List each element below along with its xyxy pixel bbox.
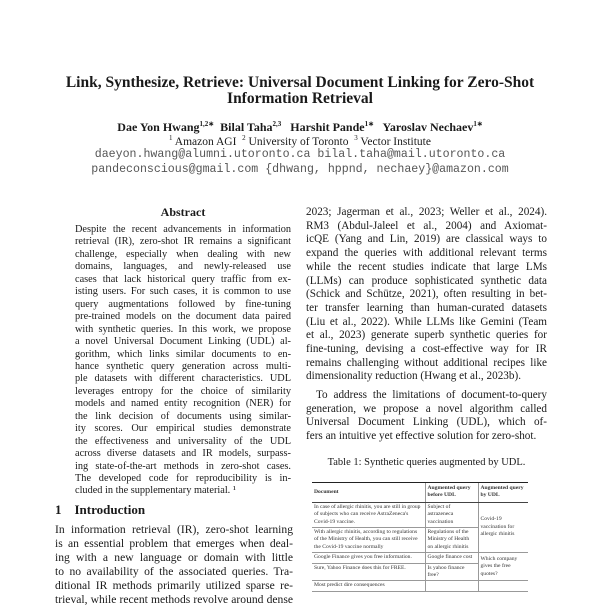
emails-line-1: daeyon.hwang@alumni.utoronto.ca bilal.taha@mail.utoronto.ca [94, 148, 506, 161]
text-line: ple datasets with different characteristics. UDL [75, 373, 291, 385]
table-cell-by-udl: Covid-19 vaccination for allergic rhinitis [478, 502, 528, 552]
text-line: (LLMs) can produce sophisticated synthetic data [306, 274, 547, 287]
text-line: ing with a new language or domain with little [55, 550, 293, 564]
text-line: domains, languages, and newly-released use [75, 261, 291, 273]
table-cell-document: Google Finance gives you free information. [312, 553, 425, 563]
text-line: generation, we propose a novel algorithm called [306, 402, 547, 415]
affiliation: Amazon AGI [174, 135, 237, 148]
text-line: Despite the recent advancements in information [75, 224, 291, 235]
author-name: Harshit Pande [290, 120, 365, 134]
text-line: while the recent studies indicate that large LMs [306, 260, 547, 273]
author-sup: 1∗ [364, 120, 374, 128]
author-sup: 1∗ [473, 120, 483, 128]
text-line: models and named entity recognition (NER) for [75, 398, 291, 410]
text-line: a novel Universal Document Linking (UDL) al- [75, 336, 291, 348]
text-line: across diverse datasets and IR models, surpass- [75, 448, 291, 460]
table-header: Augmented query before UDL [425, 483, 478, 503]
abstract-heading: Abstract [160, 205, 206, 219]
text-line: In information retrieval (IR), zero-shot learning [55, 523, 293, 536]
table-header: Document [312, 483, 425, 503]
table-cell-document: With allergic rhinitis, according to regulations of the Ministry of Health, you can still receive the Covid-19 vaccine normally [312, 528, 425, 553]
text-line: leverages entropy for the choice of similarity [75, 385, 291, 397]
table-cell-by-udl [478, 581, 528, 591]
text-line: ity scores. Our empirical studies demonstrate [75, 423, 291, 435]
author-list [0, 120, 600, 135]
text-line: hance synthetic query generation across multi- [75, 360, 291, 372]
text-line: (Liu et al., 2022). While LLMs like Gemini (Team [306, 315, 547, 328]
affiliations [0, 134, 600, 148]
table-cell-before: Subject of astrazeneca vaccination [425, 502, 478, 527]
text-line: remains challenging without additional recipes like [306, 356, 547, 369]
table-row [312, 502, 528, 527]
text-line: ter transfer learning than human-curated datasets [306, 301, 547, 314]
text-line: ditional IR methods primarily utilized sparse re- [55, 578, 293, 592]
paper-title-line-2: Information Retrieval [227, 90, 373, 107]
table-cell-document: Sure, Yahoo Finance does this for FREE. [312, 563, 425, 581]
emails-line-2: pandeconscious@gmail.com {dhwang, hppnd, nechaey}@amazon.com [91, 163, 509, 176]
table-cell-by-udl: Which company gives the free quotes? [478, 553, 528, 581]
text-line: cluded in the supplementary material. ¹ [75, 485, 236, 497]
section-number: 1 [55, 502, 62, 517]
paper-title-line-1: Link, Synthesize, Retrieve: Universal Document Linking for Zero-Shot [65, 74, 535, 91]
text-line: challenge, especially when dealing with new [75, 248, 291, 260]
aff-sup: 2 [242, 134, 246, 142]
text-line: dimensionality reduction (Hwang et al., 2023b). [306, 370, 521, 383]
table-cell-document: In case of allergic rhinitis, you are still in group of subjects who can receive AstraZeneca's Covid-19 vaccine. [312, 502, 425, 527]
table-cell-before: Is yahoo finance free? [425, 563, 478, 581]
text-line: et al., 2023) generate superb synthetic queries for [306, 329, 547, 342]
text-line: ing state-of-the-art methods in zero-shot cases. [75, 460, 291, 472]
author-name: Dae Yon Hwang [117, 120, 200, 134]
author-name: Yaroslav Nechaev [382, 120, 474, 134]
text-line: expand the queries with additional relevant terms [306, 247, 547, 260]
text-line: Universal Document Linking (UDL), which of- [306, 416, 547, 429]
text-line: pre-trained models on the document data paired [75, 311, 291, 323]
text-line: cases that lack historical query traffic from ex- [75, 273, 291, 285]
text-line: The developed code for reproducibility is in- [75, 473, 291, 484]
aff-sup: 1 [169, 134, 173, 142]
aff-sup: 3 [354, 134, 358, 142]
text-line: icQE (Yang and Lin, 2019) are classical ways to [306, 233, 547, 246]
text-line: fers an intuitive yet effective solution for zero-shot. [306, 430, 537, 443]
table-cell-before [425, 581, 478, 591]
table-header: Augmented query by UDL [478, 483, 528, 503]
author-sup: 2,3 [272, 120, 282, 128]
section-heading-introduction [55, 502, 145, 518]
table-row [312, 553, 528, 563]
author-sup: 1,2∗ [199, 120, 215, 128]
affiliation: Vector Institute [360, 135, 431, 148]
text-line: RM3 (Abdul-Jaleel et al., 2004) and Axiomat- [306, 219, 547, 232]
text-line: trieval, while recent methods revolve around dense [55, 592, 293, 606]
author-name: Bilal Taha [220, 120, 273, 134]
synthetic-queries-table [312, 482, 528, 592]
text-line: is an essential problem that emerges when deal- [55, 536, 293, 550]
table-cell-document: Most predict dire consequences [312, 581, 425, 591]
text-line: to no availability of the associated queries. Tra- [55, 564, 293, 578]
text-line: the effectiveness and universality of the UDL [75, 435, 291, 447]
table-header-row [312, 483, 528, 503]
table-row [312, 581, 528, 591]
table-cell-before: Regulations of the Ministry of Health on allergic rhinitis [425, 528, 478, 553]
table-caption: Table 1: Synthetic queries augmented by UDL. [327, 457, 526, 468]
text-line: fine-tuning, devising a cost-effective way for IR [306, 343, 547, 355]
text-line: gorithm, which links similar documents to en- [75, 348, 291, 360]
table-cell-before: Google finance cost [425, 553, 478, 563]
text-line: To address the limitations of document-to-query [316, 389, 547, 401]
section-title: Introduction [74, 502, 146, 517]
text-line: (Schick and Schütze, 2021), often resulting in bet- [306, 288, 547, 301]
affiliation: University of Toronto [248, 135, 349, 148]
text-line: 2023; Jagerman et al., 2023; Weller et al., 2024). [306, 206, 547, 218]
text-line: isting users. For such cases, it is common to use [75, 286, 291, 298]
text-line: the link decision of documents using similar- [75, 410, 291, 422]
text-line: query augmentations followed by fine-tuning [75, 298, 291, 310]
text-line: retrieval (IR), zero-shot IR remains a significant [75, 236, 291, 248]
text-line: with synthetic queries. In this work, we propose [75, 323, 291, 335]
